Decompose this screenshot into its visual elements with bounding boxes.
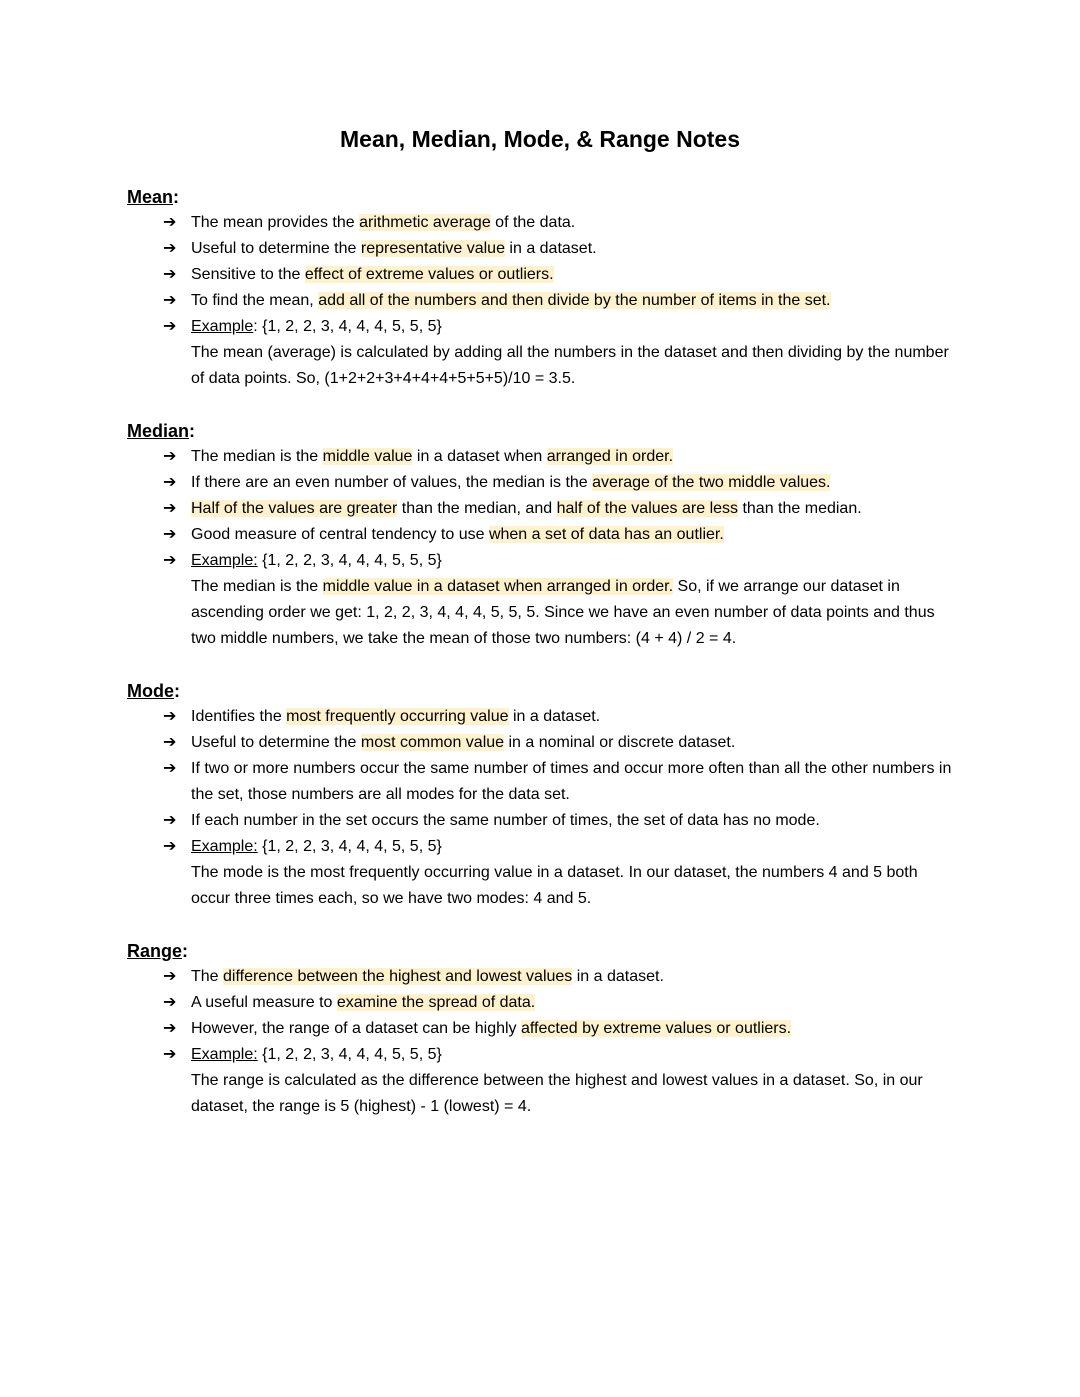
text-run: {1, 2, 2, 3, 4, 4, 4, 5, 5, 5}: [257, 1046, 442, 1063]
text-run: {1, 2, 2, 3, 4, 4, 4, 5, 5, 5}: [257, 838, 442, 855]
bullet-line: [191, 262, 953, 288]
bullet-text: [191, 236, 953, 262]
arrow-bullet-icon: ➔: [163, 240, 177, 257]
arrow-bullet-icon: ➔: [163, 812, 177, 829]
bullet-item: [163, 834, 953, 912]
bullet-text: [191, 210, 953, 236]
example-explanation: [191, 574, 953, 652]
bullet-text: [191, 522, 953, 548]
bullet-line: [191, 314, 953, 340]
section-heading-median: Median:: [127, 421, 196, 441]
section-median: [127, 418, 953, 652]
example-explanation: [191, 860, 953, 912]
text-run: of the data.: [490, 214, 576, 231]
highlighted-text: difference between the highest and lowest values: [223, 968, 573, 985]
bullet-line: [191, 990, 953, 1016]
bullet-line: [191, 496, 953, 522]
text-run: : {1, 2, 2, 3, 4, 4, 4, 5, 5, 5}: [253, 318, 442, 335]
bullet-line: [191, 522, 953, 548]
highlighted-text: most frequently occurring value: [286, 708, 509, 725]
text-run: than the median.: [738, 500, 862, 517]
text-run: If each number in the set occurs the same number of times, the set of data has no mode.: [191, 812, 820, 829]
arrow-bullet-icon: ➔: [163, 1020, 177, 1037]
example-explanation: [191, 340, 953, 392]
arrow-bullet-icon: ➔: [163, 708, 177, 725]
section-heading-text: Mode: [127, 681, 174, 701]
bullet-line: [191, 1016, 953, 1042]
arrow-bullet-icon: ➔: [163, 266, 177, 283]
bullet-line: [191, 704, 953, 730]
highlighted-text: affected by extreme values or outliers.: [521, 1020, 792, 1037]
bullet-line: [191, 548, 953, 574]
section-heading-text: Range: [127, 941, 183, 961]
text-run: So, if we arrange our dataset in ascending order we get: 1, 2, 2, 3, 4, 4, 4, 5, 5, 5. Since we have an even number of data points and thus two middle numbers, we take the mean of those two numbers: (4 + 4) / 2 = 4.: [191, 578, 935, 647]
arrow-bullet-icon: ➔: [163, 734, 177, 751]
bullet-text: [191, 548, 953, 652]
text-run: The: [191, 968, 224, 985]
bullet-item: [163, 756, 953, 808]
bullet-item: [163, 808, 953, 834]
arrow-bullet-icon: ➔: [163, 1046, 177, 1063]
section-heading-range: Range:: [127, 941, 189, 961]
bullet-text: [191, 730, 953, 756]
text-run: {1, 2, 2, 3, 4, 4, 4, 5, 5, 5}: [257, 552, 442, 569]
text-run: than the median, and: [397, 500, 557, 517]
text-run: The mode is the most frequently occurring value in a dataset. In our dataset, the numbers 4 and 5 both occur three times each, so we have two modes: 4 and 5.: [191, 864, 918, 907]
bullet-item: [163, 1016, 953, 1042]
text-run: in a dataset.: [572, 968, 664, 985]
text-run: Useful to determine the: [191, 240, 361, 257]
bullet-line: [191, 210, 953, 236]
highlighted-text: Half of the values are greater: [191, 500, 398, 517]
highlighted-text: average of the two middle values.: [592, 474, 831, 491]
text-run: Identifies the: [191, 708, 287, 725]
bullet-text: [191, 1042, 953, 1120]
highlighted-text: arranged in order.: [546, 448, 674, 465]
section-heading-text: Median: [127, 421, 190, 441]
arrow-bullet-icon: ➔: [163, 838, 177, 855]
arrow-bullet-icon: ➔: [163, 214, 177, 231]
bullet-item: [163, 288, 953, 314]
bullet-text: [191, 756, 953, 808]
text-run: Useful to determine the: [191, 734, 361, 751]
text-run: However, the range of a dataset can be highly: [191, 1020, 521, 1037]
arrow-bullet-icon: ➔: [163, 474, 177, 491]
bullet-text: [191, 808, 953, 834]
bullet-item: [163, 990, 953, 1016]
highlighted-text: representative value: [360, 240, 505, 257]
bullet-item: [163, 236, 953, 262]
arrow-bullet-icon: ➔: [163, 500, 177, 517]
example-explanation: [191, 1068, 953, 1120]
bullet-text: [191, 314, 953, 392]
section-heading-mean: Mean:: [127, 187, 180, 207]
bullet-item: [163, 262, 953, 288]
bullet-item: [163, 548, 953, 652]
highlighted-text: middle value: [322, 448, 413, 465]
arrow-bullet-icon: ➔: [163, 968, 177, 985]
bullet-line: [191, 236, 953, 262]
bullet-line: [191, 964, 953, 990]
text-run: If there are an even number of values, the median is the: [191, 474, 593, 491]
text-run: The median is the: [191, 578, 323, 595]
section-mean: [127, 184, 953, 392]
bullet-line: [191, 756, 953, 808]
arrow-bullet-icon: ➔: [163, 552, 177, 569]
bullet-text: [191, 1016, 953, 1042]
bullet-line: [191, 1042, 953, 1068]
document-sections: [127, 184, 953, 1120]
underlined-text: Example:: [191, 838, 258, 855]
section-heading-mode: Mode:: [127, 681, 180, 701]
text-run: A useful measure to: [191, 994, 337, 1011]
bullet-text: [191, 470, 953, 496]
highlighted-text: half of the values are less: [556, 500, 739, 517]
highlighted-text: add all of the numbers and then divide by the number of items in the set.: [318, 292, 831, 309]
arrow-bullet-icon: ➔: [163, 448, 177, 465]
bullet-text: [191, 964, 953, 990]
highlighted-text: when a set of data has an outlier.: [488, 526, 724, 543]
text-run: in a dataset.: [508, 708, 601, 725]
bullet-item: [163, 730, 953, 756]
bullet-item: [163, 470, 953, 496]
underlined-text: Example:: [191, 1046, 258, 1063]
highlighted-text: middle value in a dataset when arranged in order.: [322, 578, 674, 595]
section-heading-text: Mean: [127, 187, 174, 207]
bullet-item: [163, 444, 953, 470]
text-run: The mean provides the: [191, 214, 360, 231]
bullet-item: [163, 496, 953, 522]
bullet-item: [163, 210, 953, 236]
text-run: in a nominal or discrete dataset.: [504, 734, 736, 751]
highlighted-text: examine the spread of data.: [336, 994, 536, 1011]
underlined-text: Example: [191, 318, 254, 335]
arrow-bullet-icon: ➔: [163, 526, 177, 543]
text-run: To find the mean,: [191, 292, 319, 309]
bullet-line: [191, 288, 953, 314]
text-run: Good measure of central tendency to use: [191, 526, 489, 543]
text-run: The mean (average) is calculated by adding all the numbers in the dataset and then dividing by the number of data points. So, (1+2+2+3+4+4+4+5+5+5)/10 = 3.5.: [191, 344, 949, 387]
arrow-bullet-icon: ➔: [163, 760, 177, 777]
underlined-text: Example:: [191, 552, 258, 569]
bullet-text: [191, 704, 953, 730]
bullet-text: [191, 262, 953, 288]
section-mode: [127, 678, 953, 912]
text-run: The median is the: [191, 448, 323, 465]
bullet-text: [191, 444, 953, 470]
bullet-line: [191, 470, 953, 496]
bullet-text: [191, 834, 953, 912]
text-run: If two or more numbers occur the same number of times and occur more often than all the other numbers in the set, those numbers are all modes for the data set.: [191, 760, 952, 803]
bullet-line: [191, 808, 953, 834]
bullet-item: [163, 704, 953, 730]
bullet-text: [191, 288, 953, 314]
bullet-line: [191, 444, 953, 470]
text-run: Sensitive to the: [191, 266, 305, 283]
highlighted-text: most common value: [360, 734, 505, 751]
bullet-line: [191, 834, 953, 860]
text-run: in a dataset.: [504, 240, 597, 257]
bullet-item: [163, 1042, 953, 1120]
arrow-bullet-icon: ➔: [163, 318, 177, 335]
bullet-item: [163, 964, 953, 990]
text-run: in a dataset when: [412, 448, 547, 465]
text-run: The range is calculated as the difference between the highest and lowest values in a dataset. So, in our dataset, the range is 5 (highest) - 1 (lowest) = 4.: [191, 1072, 923, 1115]
bullet-text: [191, 496, 953, 522]
bullet-text: [191, 990, 953, 1016]
section-range: [127, 938, 953, 1120]
highlighted-text: effect of extreme values or outliers.: [304, 266, 554, 283]
highlighted-text: arithmetic average: [359, 214, 491, 231]
document-title: Mean, Median, Mode, & Range Notes: [340, 126, 740, 152]
bullet-line: [191, 730, 953, 756]
bullet-item: [163, 522, 953, 548]
arrow-bullet-icon: ➔: [163, 994, 177, 1011]
bullet-item: [163, 314, 953, 392]
arrow-bullet-icon: ➔: [163, 292, 177, 309]
